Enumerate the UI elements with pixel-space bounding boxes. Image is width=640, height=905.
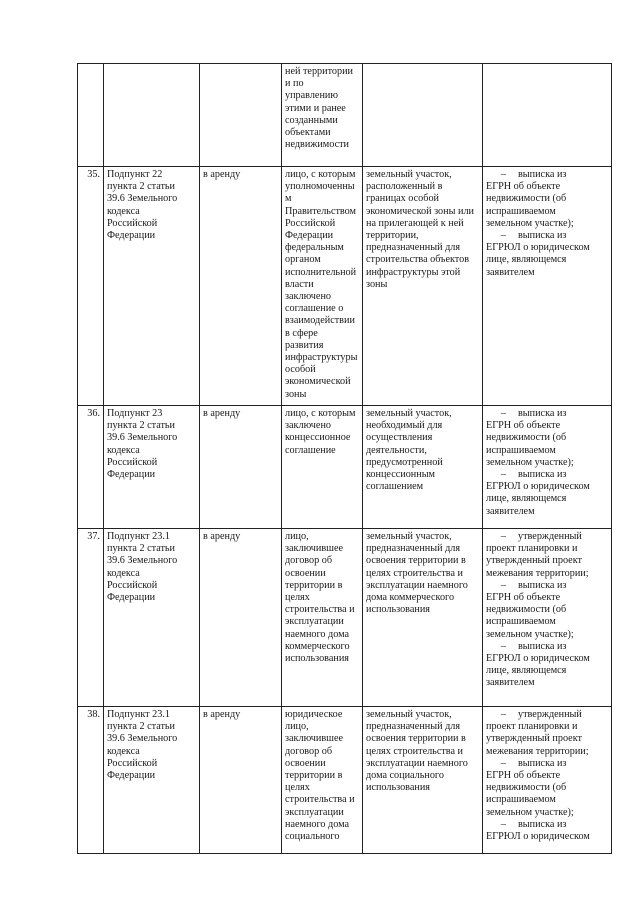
applicant-cell-text: лицо, с которым заключено концессионное соглашение [285,408,356,456]
legal-basis-cell-text: Подпункт 23.1 пункта 2 статьи 39.6 Земельного кодекса Российской Федерации [107,709,178,782]
applicant-cell-text: ней территории и по управлению этими и ранее созданными объектами недвижимости [285,66,353,151]
document-list-item [486,230,608,279]
document-list-item [486,819,608,843]
row-number-cell-text: 36. [87,408,100,419]
document-list-item [486,758,608,819]
list-dash: – [500,469,506,481]
applicant-cell-text: лицо, с которым уполномоченны м Правительством Российской Федерации федеральным органом исполнительной власти заключено соглашение о взаимодействии в сфере развития инфраструктуры особой экономической зоны [285,169,358,400]
list-dash: – [500,169,506,180]
required-documents-cell [483,529,612,707]
land-plot-cell-text: земельный участок, предназначенный для освоения территории в целях строительства и эксплуатации наемного дома коммерческого использования [366,531,468,616]
legal-basis-cell [104,167,200,406]
right-type-cell [200,707,282,854]
row-number-cell [78,167,104,406]
table-row [78,529,612,707]
list-dash: – [500,757,506,769]
land-plot-grounds-table [77,63,612,854]
table-row [78,707,612,854]
applicant-cell [282,406,363,529]
legal-basis-cell-text: Подпункт 22 пункта 2 статьи 39.6 Земельного кодекса Российской Федерации [107,169,178,242]
table-row [78,167,612,406]
document-list-item [486,709,608,758]
document-list-item-text: выписка из ЕГРН об объекте недвижимости (об испрашиваемом земельном участке); [486,408,574,468]
document-list-item-text: утвержденный проект планировки и утвержденный проект межевания территории; [486,709,589,757]
right-type-cell-text: в аренду [203,408,241,419]
list-dash: – [500,579,506,591]
document-list-item [486,531,608,580]
table-body [78,64,612,854]
legal-basis-cell-text: Подпункт 23.1 пункта 2 статьи 39.6 Земельного кодекса Российской Федерации [107,531,178,604]
row-number-cell-text: 35. [87,169,100,180]
legal-basis-cell [104,64,200,167]
row-number-cell [78,64,104,167]
list-dash: – [500,408,506,419]
row-number-cell-text: 37. [87,531,100,542]
applicant-cell [282,707,363,854]
table-row [78,406,612,529]
document-list-item [486,641,608,690]
applicant-cell-text: лицо, заключившее договор об освоении территории в целях строительства и эксплуатации наемного дома коммерческого использования [285,531,355,665]
applicant-cell-text: юридическое лицо, заключившее договор об освоении территории в целях строительства и эксплуатации наемного дома социального [285,709,355,843]
document-list-item [486,469,608,518]
land-plot-cell-text: земельный участок, расположенный в границах особой экономической зоны или на прилегающей к ней территории, предназначенный для строительства объектов инфраструктуры этой зоны [366,169,474,290]
list-dash: – [500,230,506,242]
row-number-cell [78,707,104,854]
right-type-cell-text: в аренду [203,531,241,542]
right-type-cell-text: в аренду [203,709,241,720]
right-type-cell [200,406,282,529]
document-list-item-text: выписка из ЕГРН об объекте недвижимости (об испрашиваемом земельном участке); [486,579,574,640]
document-list-item-text: выписка из ЕГРЮЛ о юридическом лице, являющемся заявителем [486,230,590,278]
list-dash: – [500,709,506,720]
document-list-item-text: утвержденный проект планировки и утвержденный проект межевания территории; [486,531,589,579]
required-documents-cell [483,64,612,167]
required-documents-cell [483,167,612,406]
legal-basis-cell-text: Подпункт 23 пункта 2 статьи 39.6 Земельного кодекса Российской Федерации [107,408,178,481]
right-type-cell [200,64,282,167]
right-type-cell [200,167,282,406]
document-list-item-text: выписка из ЕГРН об объекте недвижимости (об испрашиваемом земельном участке); [486,757,574,818]
document-list-item-text: выписка из ЕГРЮЛ о юридическом лице, являющемся заявителем [486,640,590,689]
required-documents-cell [483,406,612,529]
legal-basis-cell [104,406,200,529]
land-plot-cell [363,529,483,707]
legal-basis-cell [104,707,200,854]
table-row [78,64,612,167]
list-dash: – [500,818,506,830]
land-plot-cell [363,406,483,529]
right-type-cell-text: в аренду [203,169,241,180]
document-list-item [486,169,608,230]
land-plot-cell [363,707,483,854]
applicant-cell [282,64,363,167]
required-documents-cell [483,707,612,854]
land-plot-cell-text: земельный участок, предназначенный для освоения территории в целях строительства и эксплуатации наемного дома социального использования [366,709,468,794]
list-dash: – [500,531,506,542]
document-list-item-text: выписка из ЕГРЮЛ о юридическом [486,818,590,843]
row-number-cell [78,529,104,707]
row-number-cell-text: 38. [87,709,100,720]
right-type-cell [200,529,282,707]
list-dash: – [500,640,506,652]
row-number-cell [78,406,104,529]
legal-basis-cell [104,529,200,707]
applicant-cell [282,529,363,707]
land-plot-cell [363,167,483,406]
document-list-item-text: выписка из ЕГРЮЛ о юридическом лице, являющемся заявителем [486,469,590,517]
applicant-cell [282,167,363,406]
document-list-item-text: выписка из ЕГРН об объекте недвижимости (об испрашиваемом земельном участке); [486,169,574,229]
land-plot-cell [363,64,483,167]
document-list-item [486,408,608,469]
land-plot-cell-text: земельный участок, необходимый для осуществления деятельности, предусмотренной концессионным соглашением [366,408,452,493]
document-list-item [486,580,608,641]
